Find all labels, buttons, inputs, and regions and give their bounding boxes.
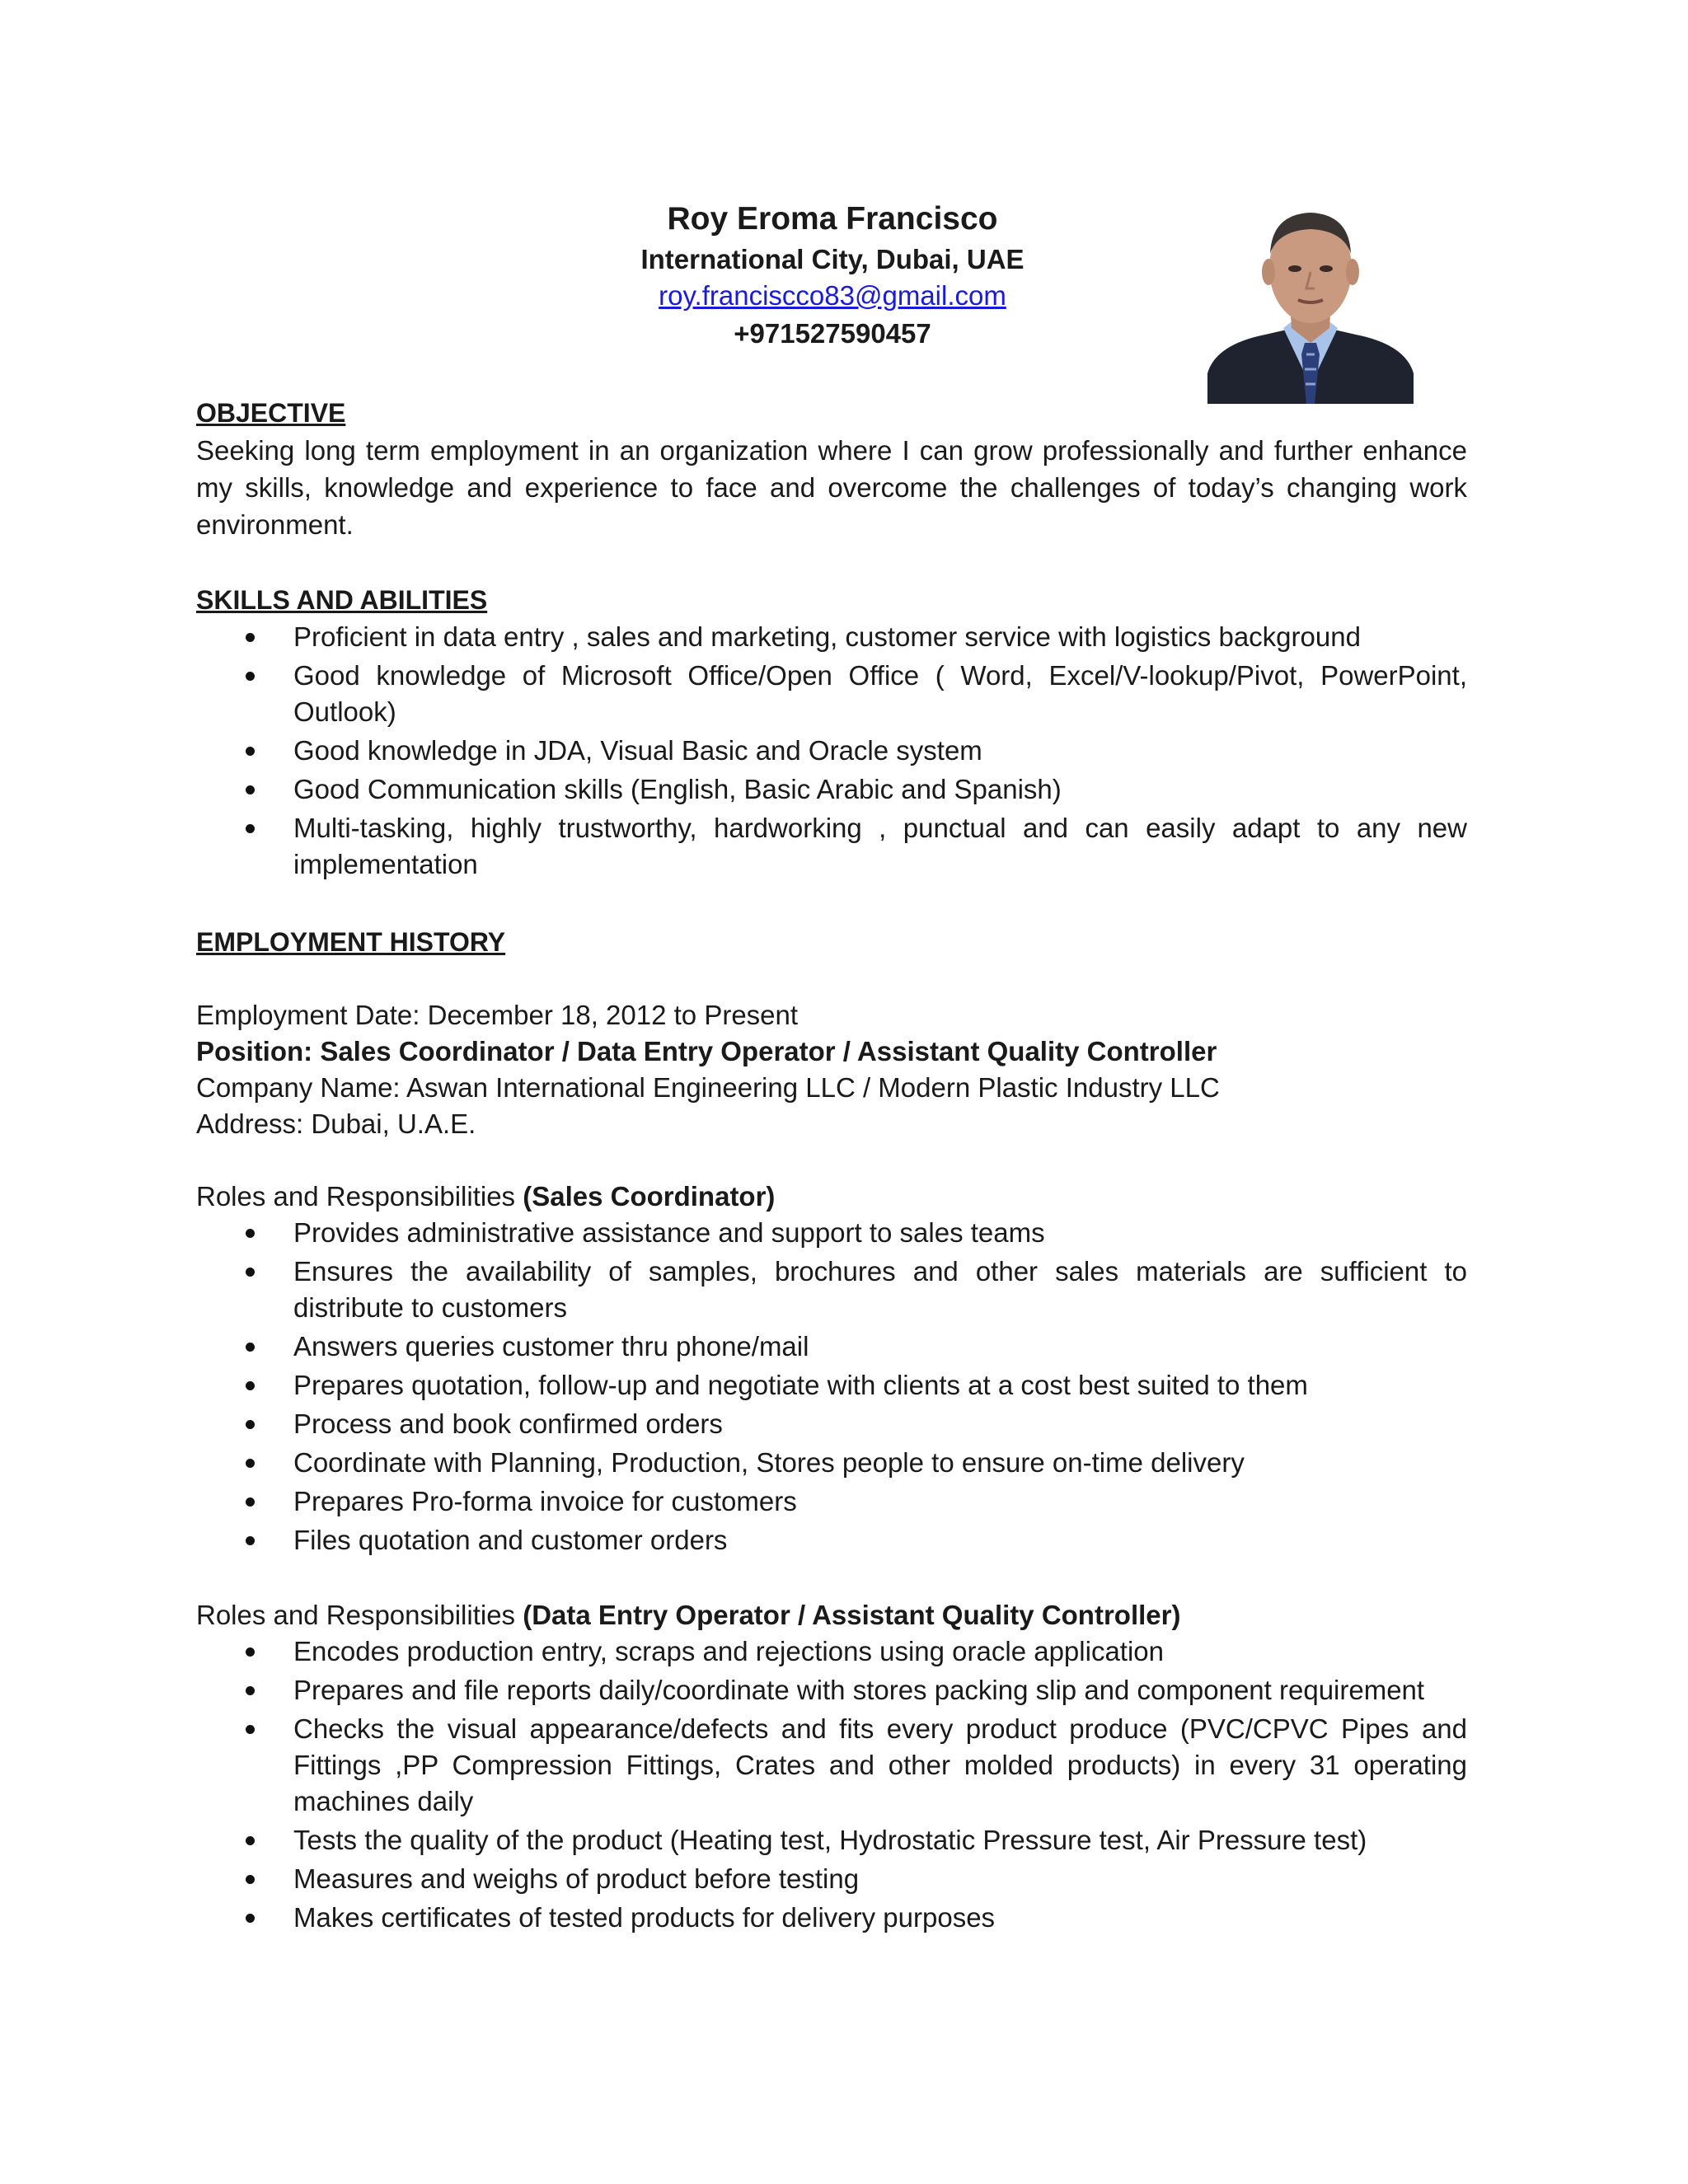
list-item: Prepares quotation, follow-up and negotiate with clients at a cost best suited to them: [196, 1367, 1467, 1404]
list-item: Process and book confirmed orders: [196, 1406, 1467, 1442]
list-item: Multi-tasking, highly trustworthy, hardworking , punctual and can easily adapt to any new implementation: [196, 810, 1467, 883]
bullet-icon: [246, 1647, 255, 1657]
bullet-icon: [246, 1836, 255, 1845]
employment-address: Address: Dubai, U.A.E.: [196, 1108, 476, 1139]
list-item: Good knowledge of Microsoft Office/Open Office ( Word, Excel/V-lookup/Pivot, PowerPoint, Outlook): [196, 658, 1467, 730]
candidate-phone: +971527590457: [734, 318, 931, 349]
list-item: Measures and weighs of product before testing: [196, 1861, 1467, 1897]
skills-heading: SKILLS AND ABILITIES: [196, 585, 488, 615]
bullet-icon: [246, 1268, 255, 1277]
bullet-icon: [246, 633, 255, 642]
list-item: Proficient in data entry , sales and marketing, customer service with logistics background: [196, 619, 1467, 655]
sales-responsibilities-list: [196, 1215, 1467, 1558]
bullet-icon: [246, 1536, 255, 1545]
bullet-icon: [246, 824, 255, 833]
bullet-icon: [246, 672, 255, 681]
list-item: Good Communication skills (English, Basic Arabic and Spanish): [196, 771, 1467, 808]
employment-position: Position: Sales Coordinator / Data Entry Operator / Assistant Quality Controller: [196, 1036, 1217, 1066]
employment-heading: EMPLOYMENT HISTORY: [196, 927, 506, 957]
list-item: Prepares and file reports daily/coordinate with stores packing slip and component requirement: [196, 1672, 1467, 1708]
list-item: Coordinate with Planning, Production, Stores people to ensure on-time delivery: [196, 1445, 1467, 1481]
list-item: Ensures the availability of samples, brochures and other sales materials are sufficient to distribute to customers: [196, 1254, 1467, 1326]
list-item: Good knowledge in JDA, Visual Basic and Oracle system: [196, 733, 1467, 769]
qc-roles-heading: [196, 1597, 1467, 1633]
list-item: Encodes production entry, scraps and rejections using oracle application: [196, 1633, 1467, 1670]
resume-body: [196, 394, 1467, 1938]
bullet-icon: [246, 1725, 255, 1734]
roles-label: Roles and Responsibilities: [196, 1181, 516, 1212]
resume-header: [560, 198, 1104, 354]
skills-list: [196, 619, 1467, 883]
email-link[interactable]: roy.franciscco83@gmail.com: [659, 280, 1006, 311]
qc-role-title: (Data Entry Operator / Assistant Quality Controller): [523, 1600, 1181, 1630]
sales-roles-heading: [196, 1179, 1467, 1215]
list-item: Prepares Pro-forma invoice for customers: [196, 1483, 1467, 1520]
profile-photo-illustration: [1207, 196, 1414, 404]
bullet-icon: [246, 1459, 255, 1468]
profile-photo: [1207, 196, 1414, 404]
list-item: Tests the quality of the product (Heating test, Hydrostatic Pressure test, Air Pressure test): [196, 1822, 1467, 1858]
bullet-icon: [246, 747, 255, 756]
bullet-icon: [246, 1875, 255, 1884]
bullet-icon: [246, 1381, 255, 1390]
roles-label: Roles and Responsibilities: [196, 1600, 516, 1630]
bullet-icon: [246, 1343, 255, 1352]
candidate-location: International City, Dubai, UAE: [640, 244, 1025, 274]
bullet-icon: [246, 1420, 255, 1429]
list-item: Checks the visual appearance/defects and fits every product produce (PVC/CPVC Pipes and Fittings ,PP Compression Fittings, Crates and other molded products) in every 31 operating machines daily: [196, 1711, 1467, 1820]
list-item: Answers queries customer thru phone/mail: [196, 1329, 1467, 1365]
list-item: Files quotation and customer orders: [196, 1522, 1467, 1558]
bullet-icon: [246, 1914, 255, 1923]
list-item: Provides administrative assistance and support to sales teams: [196, 1215, 1467, 1251]
objective-text: Seeking long term employment in an organization where I can grow professionally and further enhance my skills, knowledge and experience to face and overcome the challenges of today’s changing work environment.: [196, 435, 1467, 540]
sales-role-title: (Sales Coordinator): [523, 1181, 776, 1212]
employment-company: Company Name: Aswan International Engineering LLC / Modern Plastic Industry LLC: [196, 1072, 1220, 1103]
list-item: Makes certificates of tested products for delivery purposes: [196, 1900, 1467, 1936]
bullet-icon: [246, 1686, 255, 1695]
qc-responsibilities-list: [196, 1633, 1467, 1936]
bullet-icon: [246, 785, 255, 794]
objective-heading: OBJECTIVE: [196, 398, 346, 428]
candidate-name: Roy Eroma Francisco: [667, 201, 998, 237]
bullet-icon: [246, 1229, 255, 1238]
employment-date: Employment Date: December 18, 2012 to Present: [196, 1000, 799, 1030]
bullet-icon: [246, 1497, 255, 1507]
